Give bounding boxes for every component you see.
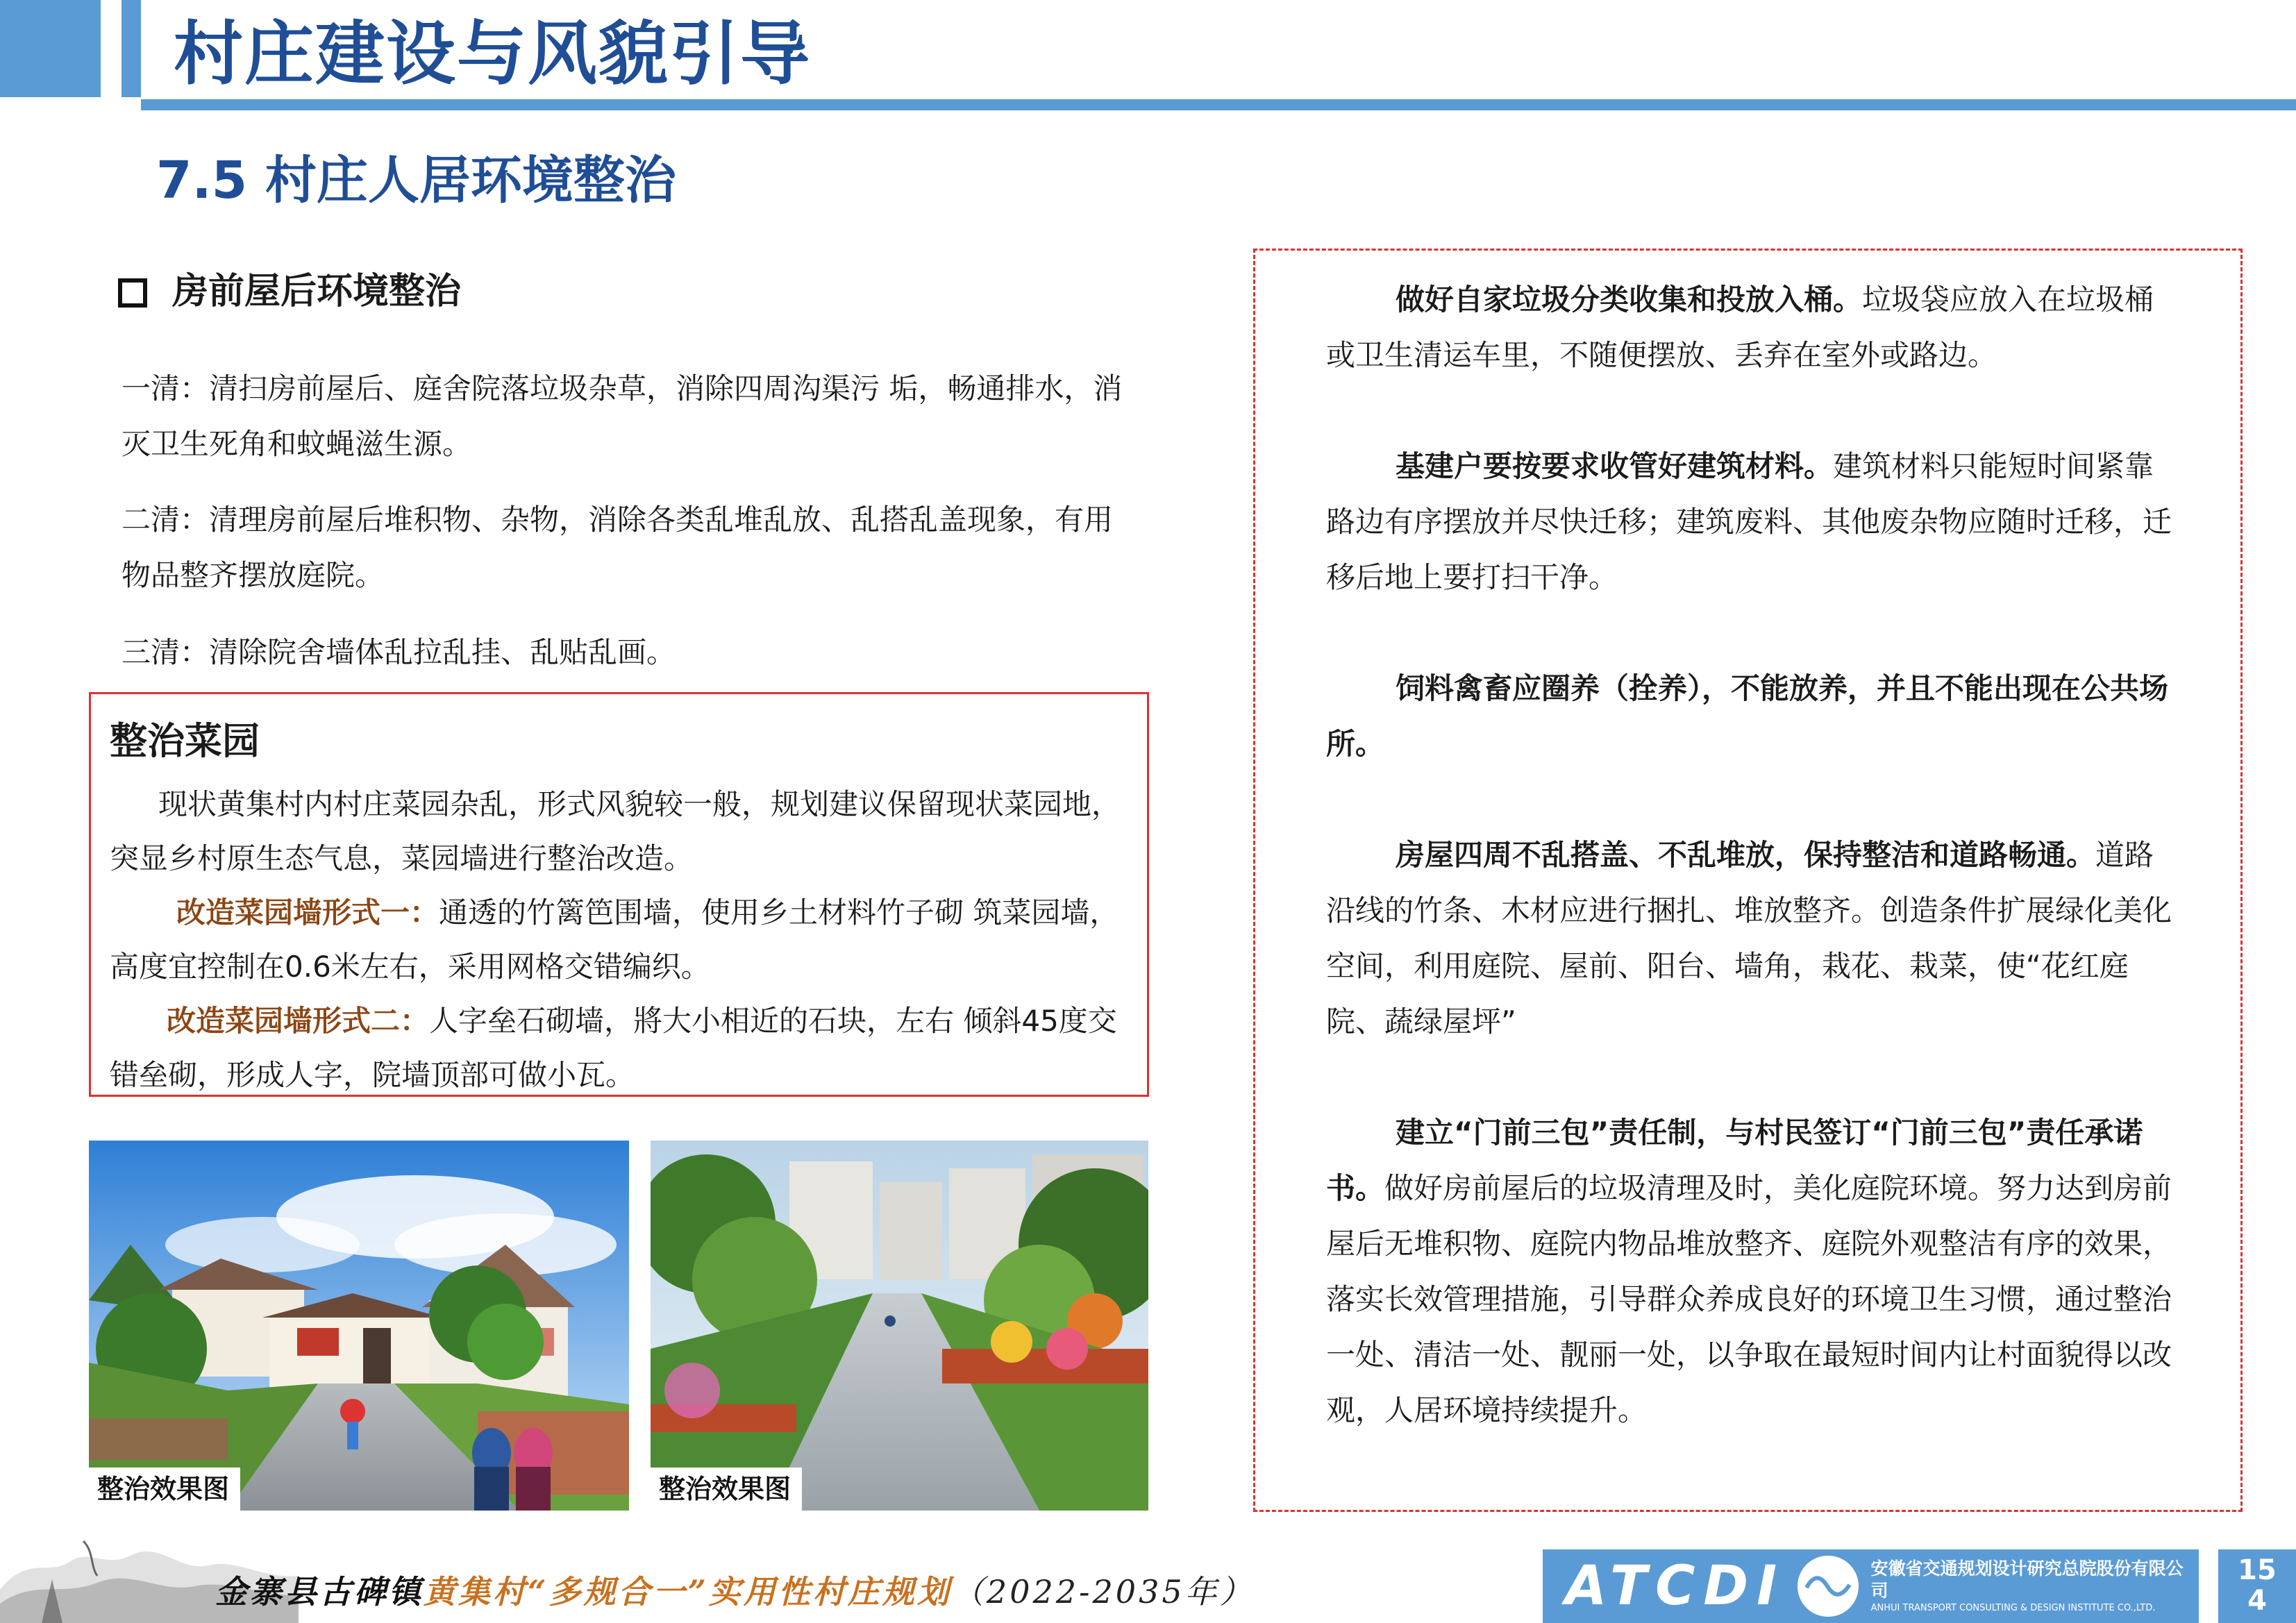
village-house-illustration	[89, 1141, 629, 1511]
header-accent-block	[0, 0, 101, 97]
form-one-label: 改造菜园墙形式一：	[176, 895, 439, 930]
photo-caption: 整治效果图	[89, 1468, 240, 1511]
page-number	[2218, 1549, 2296, 1623]
footer-project-title	[215, 1567, 1255, 1616]
paragraph-lead: 基建户要按要求收管好建筑材料。	[1396, 449, 1834, 483]
footer-town: 金寨县古碑镇	[215, 1573, 424, 1611]
garden-text	[110, 777, 1130, 1102]
form-two-label: 改造菜园墙形式二：	[167, 1004, 430, 1038]
photo-village-house	[89, 1141, 629, 1511]
paragraph-body: 建筑材料只能短时间紧靠路边有序摆放并尽快迁移；建筑废料、其他废杂物应随时迁移，迁移后地上要打扫干净。	[1326, 449, 2172, 594]
sub-heading-label: 房前屋后环境整治	[172, 271, 462, 312]
company-name-en: ANHUI TRANSPORT CONSULTING & DESIGN INSTITUTE CO.,LTD.	[1870, 1603, 2156, 1613]
form-one-text: 通透的竹篱笆围墙，使用乡土材料竹子砌 筑菜园墙，高度宜控制在0.6米左右，采用网格交错编织。	[110, 895, 1119, 984]
garden-title: 整治菜园	[110, 719, 260, 763]
photo-caption: 整治效果图	[651, 1468, 802, 1511]
item-two: 二清：清理房前屋后堆积物、杂物，消除各类乱堆乱放、乱搭乱盖现象，有用物品整齐摆放庭院。	[121, 503, 1114, 592]
company-name	[1871, 1558, 2199, 1615]
company-logo: ATCDI	[1565, 1555, 1786, 1617]
header-rule	[141, 99, 2296, 110]
garden-form-two	[110, 994, 1130, 1102]
header-accent-gap	[101, 0, 121, 97]
paragraph-body: 做好房前屋后的垃圾清理及时，美化庭院环境。努力达到房前屋后无堆积物、庭院内物品堆放整齐、庭院外观整洁有序的效果，落实长效管理措施，引导群众养成良好的环境卫生习惯，通过整治一处、清洁一处、靓丽一处，以争取在最短时间内让村面貌得以改观，人居环境持续提升。	[1326, 1171, 2172, 1427]
paragraph-tidy	[1326, 827, 2180, 1050]
footer-plan-name: 黄集村“多规合一”实用性村庄规划	[424, 1573, 952, 1611]
page-title: 村庄建设与风貌引导	[174, 13, 811, 94]
sub-heading	[118, 264, 461, 319]
paragraph-responsibility	[1326, 1105, 2180, 1438]
checkbox-icon	[118, 278, 147, 308]
paragraph-body: 道路沿线的竹条、木材应进行捆扎、堆放整齐。创造条件扩展绿化美化空间，利用庭院、屋前、阳台、墙角，栽花、栽菜，使“花红庭院、蔬绿屋坪”	[1326, 838, 2172, 1038]
footer-years: （2022-2035年）	[951, 1573, 1255, 1611]
company-logo-bar	[1543, 1549, 2199, 1623]
paragraph-lead: 饲料禽畜应圈养（拴养），不能放养，并且不能出现在公共场所。	[1326, 671, 2169, 761]
section-title: 7.5 村庄人居环境整治	[156, 151, 676, 210]
paragraph-lead: 建立“门前三包”责任制，与村民签订“门前三包”责任承诺书。	[1326, 1116, 2143, 1205]
garden-intro: 现状黄集村内村庄菜园杂乱，形式风貌较一般，规划建议保留现状菜园地，突显乡村原生态气息，菜园墙进行整治改造。	[110, 787, 1121, 875]
page-number-line-two: 4	[2247, 1585, 2267, 1617]
paragraph-lead: 做好自家垃圾分类收集和投放入桶。	[1396, 283, 1863, 317]
paragraph-lead: 房屋四周不乱搭盖、不乱堆放，保持整洁和道路畅通。	[1396, 838, 2096, 872]
company-name-cn: 安徽省交通规划设计研究总院股份有限公司	[1870, 1558, 2184, 1601]
item-one: 一清：清扫房前屋后、庭舍院落垃圾杂草，消除四周沟渠污 垢，畅通排水，消灭卫生死角和蚊蝇滋生源。	[121, 371, 1123, 461]
paragraph-livestock	[1326, 661, 2180, 772]
header-accent-stripe	[121, 0, 141, 97]
item-three: 三清：清除院舍墙体乱拉乱挂、乱贴乱画。	[121, 635, 676, 669]
paragraph-materials	[1326, 439, 2180, 605]
paragraph-body: 垃圾袋应放入在垃圾桶或卫生清运车里，不随便摆放、丢弃在室外或路边。	[1326, 283, 2154, 372]
right-text	[1326, 272, 2180, 1494]
form-two-text: 人字垒石砌墙，將大小相近的石块，左右 倾斜45度交错垒砌，形成人字，院墙顶部可做小瓦。	[110, 1004, 1117, 1092]
photo-village-street	[651, 1141, 1148, 1511]
village-street-illustration	[651, 1141, 1148, 1511]
page-number-line-one: 15	[2238, 1554, 2277, 1586]
garden-form-one	[110, 886, 1130, 994]
wave-logo-icon	[1798, 1556, 1859, 1617]
paragraph-garbage	[1326, 272, 2180, 383]
